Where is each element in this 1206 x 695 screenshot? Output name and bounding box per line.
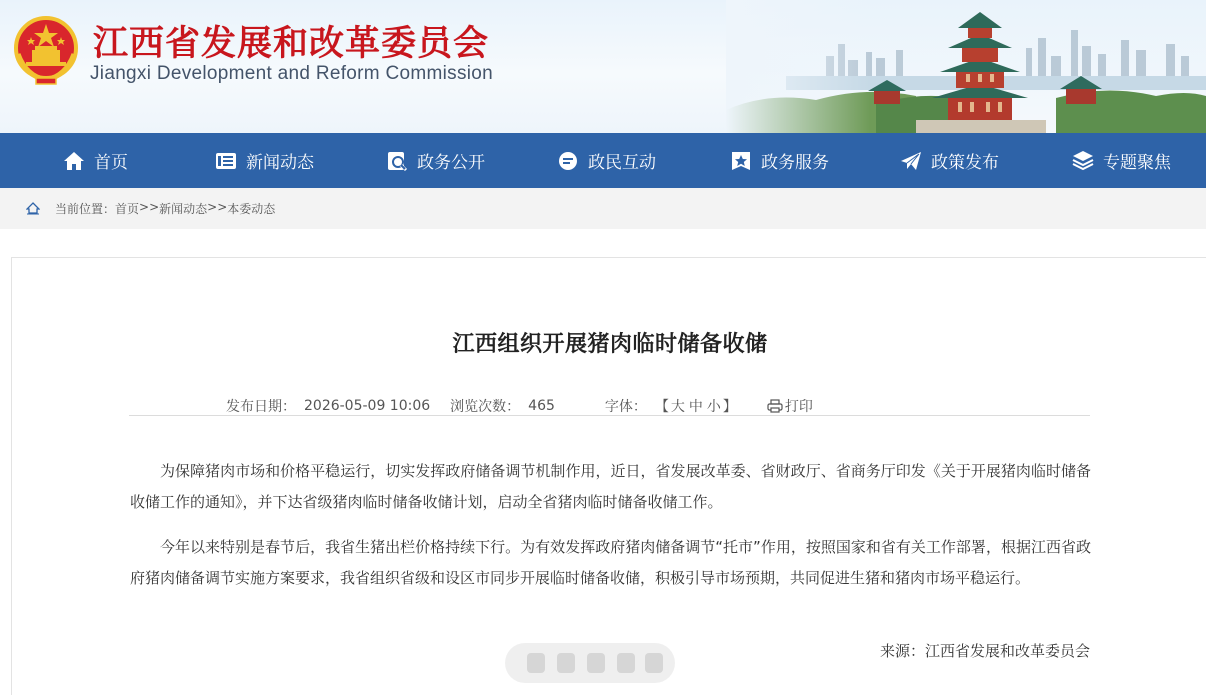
article-paragraph: 为保障猪肉市场和价格平稳运行，切实发挥政府储备调节机制作用，近日，省发展改革委、省财政厅、省商务厅印发《关于开展猪肉临时储备收储工作的通知》，并下达省级猪肉临时储备收储计划，启动全省猪肉临时储备收储工作。 xyxy=(130,462,1091,511)
source-label: 来源： xyxy=(879,642,925,660)
print-button[interactable] xyxy=(767,396,813,416)
layers-icon xyxy=(1072,150,1094,172)
font-size-large-button[interactable]: 大 xyxy=(670,399,685,415)
printer-icon xyxy=(767,399,783,413)
source-name: 江西省发展和改革委员会 xyxy=(924,642,1090,660)
gov-open-icon xyxy=(386,150,408,172)
print-label: 打印 xyxy=(784,399,813,415)
publish-date: 2026-05-09 10:06 xyxy=(304,398,431,414)
nav-item-policy[interactable] xyxy=(900,133,999,188)
nav-item-label: 政民互动 xyxy=(588,153,656,173)
nav-item-interaction[interactable] xyxy=(557,133,656,188)
bracket-open: 【 xyxy=(654,399,669,415)
site-header xyxy=(0,0,1206,133)
main-nav xyxy=(0,133,1206,188)
article-meta xyxy=(226,396,813,416)
nav-item-label: 专题聚焦 xyxy=(1103,153,1171,173)
view-count: 465 xyxy=(528,398,555,414)
breadcrumb-home-link[interactable]: 首页 xyxy=(115,202,140,216)
nav-item-label: 政务服务 xyxy=(761,153,829,173)
star-badge-icon xyxy=(730,150,752,172)
divider xyxy=(129,415,1090,416)
breadcrumb-news-link[interactable]: 新闻动态 xyxy=(159,202,208,216)
article-source xyxy=(880,640,1090,661)
tengwang-pavilion-banner-image xyxy=(726,0,1206,133)
paper-plane-icon xyxy=(900,150,922,172)
font-size-medium-button[interactable]: 中 xyxy=(688,399,703,415)
bracket-close: 】 xyxy=(722,399,737,415)
breadcrumb-current-link[interactable]: 本委动态 xyxy=(227,202,276,216)
site-subtitle: Jiangxi Development and Reform Commission xyxy=(90,63,494,84)
watermark-overlay xyxy=(505,643,675,683)
publish-date-label: 发布日期： xyxy=(226,399,296,415)
view-count-label: 浏览次数： xyxy=(450,399,521,415)
font-size-small-button[interactable]: 小 xyxy=(706,399,721,415)
breadcrumb xyxy=(55,200,275,217)
nav-item-topics[interactable] xyxy=(1072,133,1171,188)
nav-item-services[interactable] xyxy=(730,133,829,188)
news-icon xyxy=(215,150,237,172)
article-title: 江西组织开展猪肉临时储备收储 xyxy=(452,332,768,357)
font-size-label: 字体： xyxy=(604,399,647,415)
nav-item-label: 首页 xyxy=(94,153,128,173)
nav-item-label: 新闻动态 xyxy=(246,153,314,173)
article-paragraph: 今年以来特别是春节后，我省生猪出栏价格持续下行。为有效发挥政府猪肉储备调节“托市”作用，按照国家和省有关工作部署，根据江西省政府猪肉储备调节实施方案要求，我省组织省级和设区市同步开展临时储备收储，积极引导市场预期，共同促进生猪和猪肉市场平稳运行。 xyxy=(130,538,1091,587)
breadcrumb-separator: >> xyxy=(139,200,160,214)
nav-item-label: 政务公开 xyxy=(417,153,485,173)
home-icon xyxy=(63,150,85,172)
breadcrumb-separator: >> xyxy=(207,200,228,214)
nav-item-home[interactable] xyxy=(63,133,128,188)
nav-item-news[interactable] xyxy=(215,133,314,188)
nav-item-label: 政策发布 xyxy=(931,153,999,173)
breadcrumb-bar xyxy=(0,188,1206,229)
national-emblem-icon xyxy=(12,14,80,86)
chat-icon xyxy=(557,150,579,172)
breadcrumb-prefix: 当前位置： xyxy=(55,202,116,216)
home-icon xyxy=(26,201,40,215)
site-title: 江西省发展和改革委员会 xyxy=(93,24,490,64)
nav-item-gov-open[interactable] xyxy=(386,133,485,188)
